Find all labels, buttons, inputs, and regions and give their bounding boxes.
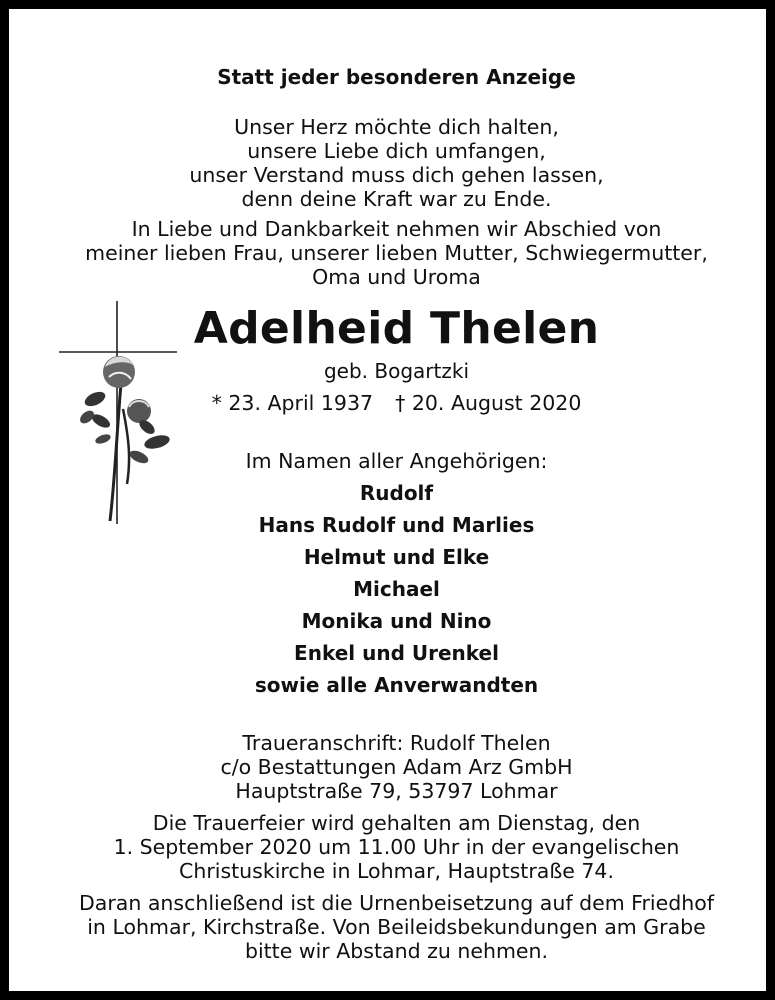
poem-line-2: unsere Liebe dich umfangen, (247, 139, 546, 163)
burial-line-2: in Lohmar, Kirchstraße. Von Beileidsbekundungen am Grabe (87, 915, 706, 939)
poem-line-1: Unser Herz möchte dich halten, (234, 115, 559, 139)
family-member: Helmut und Elke (303, 545, 490, 569)
address-line-2: c/o Bestattungen Adam Arz GmbH (220, 755, 573, 779)
notice-header: Statt jeder besonderen Anzeige (217, 65, 576, 89)
family-member: Hans Rudolf und Marlies (258, 513, 535, 537)
deceased-name: Adelheid Thelen (193, 303, 600, 354)
death-date: † 20. August 2020 (395, 391, 582, 415)
birth-date: * 23. April 1937 (211, 391, 374, 415)
service-line-2: 1. September 2020 um 11.00 Uhr in der evangelischen (113, 835, 680, 859)
family-member: Monika und Nino (301, 609, 492, 633)
intro-line-2: meiner lieben Frau, unserer lieben Mutter, Schwiegermutter, (85, 241, 708, 265)
family-lead: Im Namen aller Angehörigen: (245, 449, 548, 473)
burial-line-1: Daran anschließend ist die Urnenbeisetzung auf dem Friedhof (79, 891, 714, 915)
service-line-3: Christuskirche in Lohmar, Hauptstraße 74. (179, 859, 614, 883)
address-line-3: Hauptstraße 79, 53797 Lohmar (235, 779, 558, 803)
intro-line-1: In Liebe und Dankbarkeit nehmen wir Abschied von (131, 217, 662, 241)
maiden-name: geb. Bogartzki (323, 359, 470, 383)
family-member: sowie alle Anverwandten (254, 673, 539, 697)
poem-line-3: unser Verstand muss dich gehen lassen, (189, 163, 604, 187)
intro-line-3: Oma und Uroma (312, 265, 481, 289)
family-member: Rudolf (359, 481, 434, 505)
family-member: Enkel und Urenkel (294, 641, 499, 665)
poem-line-4: denn deine Kraft war zu Ende. (241, 187, 552, 211)
burial-line-3: bitte wir Abstand zu nehmen. (244, 939, 549, 963)
family-member: Michael (353, 577, 440, 601)
life-dates (9, 393, 775, 414)
address-line-1: Traueranschrift: Rudolf Thelen (242, 731, 551, 755)
service-line-1: Die Trauerfeier wird gehalten am Dienstag, den (152, 811, 641, 835)
